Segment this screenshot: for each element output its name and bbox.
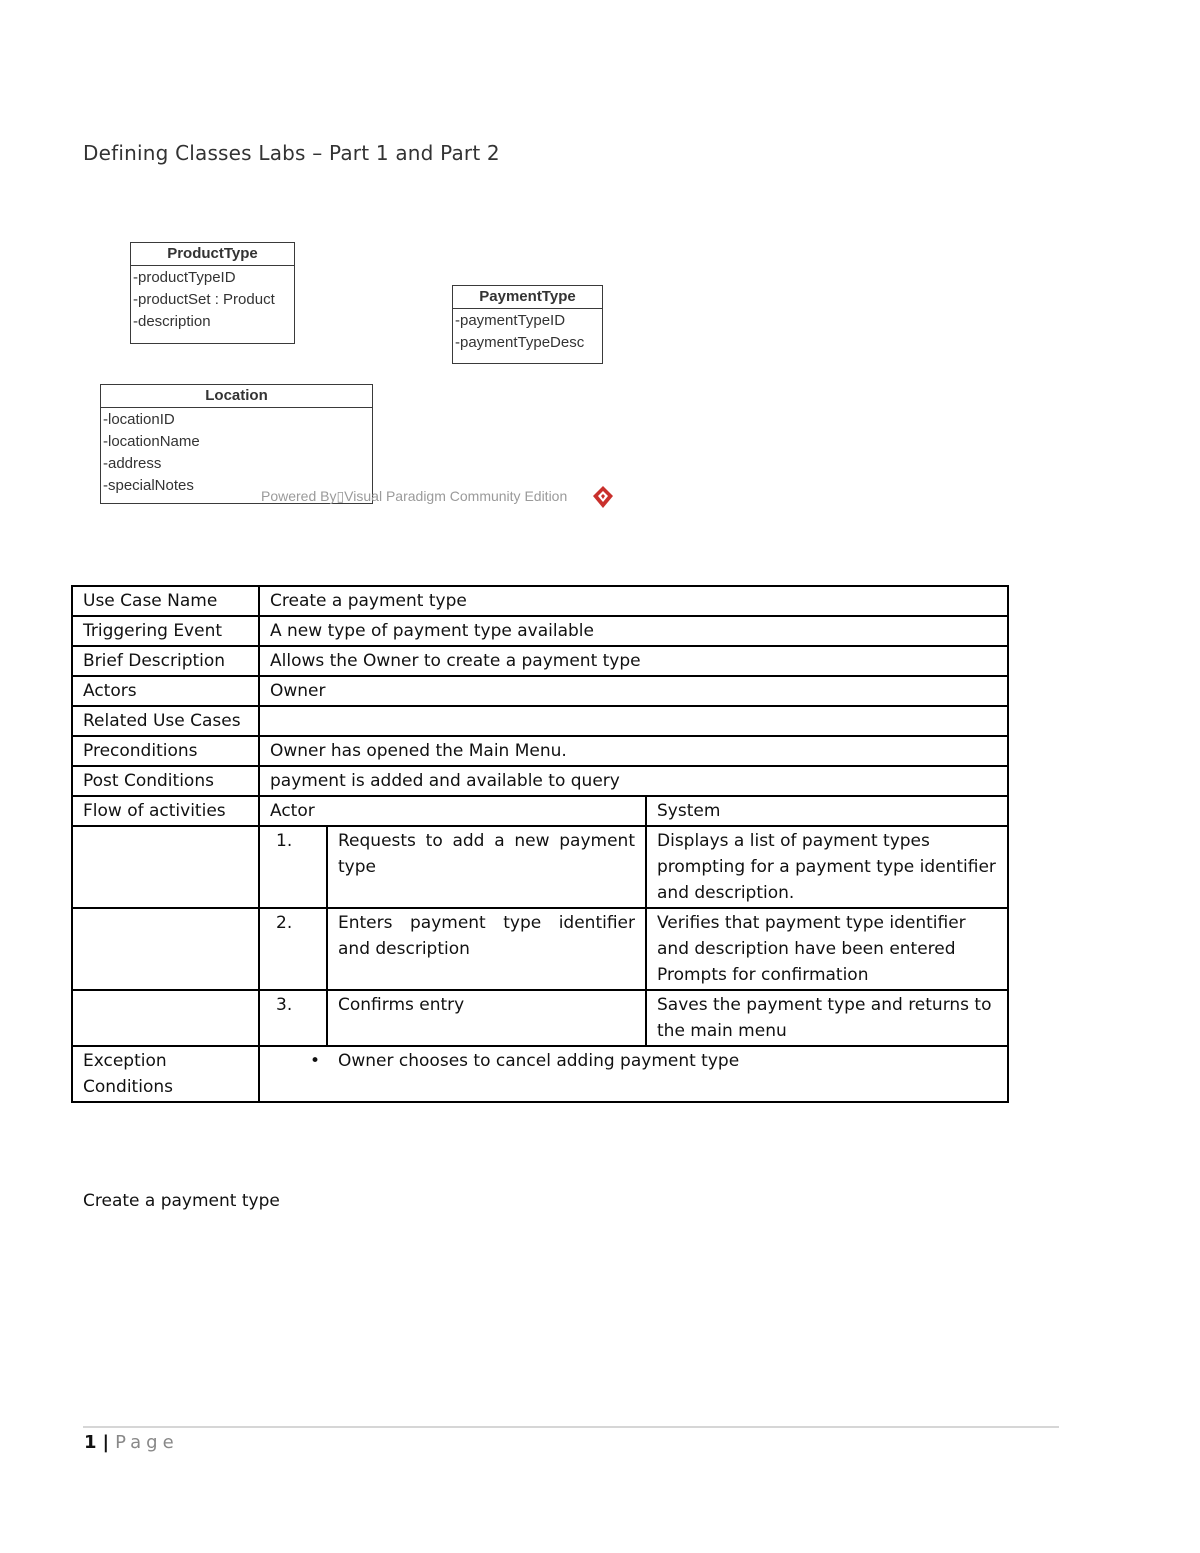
step-number: 2.: [259, 908, 327, 990]
step-actor-action: Enters payment type identifier and description: [327, 908, 646, 990]
step-actor-action: Confirms entry: [327, 990, 646, 1046]
table-row: [72, 1046, 1008, 1102]
step-number: 3.: [259, 990, 327, 1046]
page-number: 1: [84, 1432, 97, 1453]
bullet-icon: •: [310, 1051, 321, 1071]
empty-cell: [72, 990, 259, 1046]
row-label: Flow of activities: [72, 796, 259, 826]
class-name: ProductType: [131, 243, 294, 266]
class-paymenttype: [452, 285, 603, 364]
flow-actor-header: Actor: [259, 796, 646, 826]
row-value: Create a payment type: [259, 586, 1008, 616]
table-row: [72, 646, 1008, 676]
footer-separator: |: [102, 1432, 110, 1453]
row-label: Brief Description: [72, 646, 259, 676]
class-name: PaymentType: [453, 286, 602, 309]
row-label: Post Conditions: [72, 766, 259, 796]
row-label: Triggering Event: [72, 616, 259, 646]
empty-cell: [72, 826, 259, 908]
class-attribute: -address: [103, 455, 162, 472]
row-value: Owner: [259, 676, 1008, 706]
class-attribute: -paymentTypeDesc: [455, 334, 585, 351]
row-value: Owner has opened the Main Menu.: [259, 736, 1008, 766]
exception-list: [259, 1046, 1008, 1102]
class-attribute: -locationName: [103, 433, 200, 450]
caption-text: Create a payment type: [83, 1191, 280, 1211]
class-attribute: -paymentTypeID: [455, 312, 566, 329]
flow-step-row: [72, 908, 1008, 990]
empty-cell: [72, 908, 259, 990]
row-value: Allows the Owner to create a payment type: [259, 646, 1008, 676]
table-row: [72, 796, 1008, 826]
exception-text: Owner chooses to cancel adding payment type: [338, 1051, 740, 1071]
flow-step-row: [72, 990, 1008, 1046]
step-system-response: Displays a list of payment types prompting for a payment type identifier and description.: [646, 826, 1008, 908]
visual-paradigm-logo-icon: [592, 485, 614, 509]
page-label: Page: [115, 1432, 179, 1453]
exception-item: [270, 1048, 997, 1074]
row-label: Related Use Cases: [72, 706, 259, 736]
step-number: 1.: [259, 826, 327, 908]
flow-system-header: System: [646, 796, 1008, 826]
step-actor-action: Requests to add a new payment type: [327, 826, 646, 908]
table-row: [72, 736, 1008, 766]
table-row: [72, 676, 1008, 706]
row-label: Preconditions: [72, 736, 259, 766]
class-producttype: [130, 242, 295, 344]
table-row: [72, 766, 1008, 796]
row-label: Actors: [72, 676, 259, 706]
footer-divider: [83, 1426, 1059, 1428]
diagram-watermark: Powered By▯Visual Paradigm Community Edition: [261, 488, 568, 504]
row-value: [259, 706, 1008, 736]
class-attribute: -description: [133, 313, 211, 330]
step-system-response: Saves the payment type and returns to the main menu: [646, 990, 1008, 1046]
row-label: Use Case Name: [72, 586, 259, 616]
page-footer: [84, 1432, 179, 1453]
class-location: [100, 384, 373, 504]
table-row: [72, 616, 1008, 646]
step-system-response: Verifies that payment type identifier and description have been entered Prompts for confirmation: [646, 908, 1008, 990]
table-row: [72, 706, 1008, 736]
class-attribute: -locationID: [103, 411, 175, 428]
row-value: payment is added and available to query: [259, 766, 1008, 796]
class-name: Location: [101, 385, 372, 408]
row-label: Exception Conditions: [72, 1046, 259, 1102]
class-attribute: -productTypeID: [133, 269, 236, 286]
table-row: [72, 586, 1008, 616]
class-attribute: -productSet : Product: [133, 291, 275, 308]
class-attribute: -specialNotes: [103, 477, 194, 494]
flow-step-row: [72, 826, 1008, 908]
use-case-table: [71, 585, 1009, 1103]
document-title: Defining Classes Labs – Part 1 and Part 2: [83, 141, 500, 165]
row-value: A new type of payment type available: [259, 616, 1008, 646]
